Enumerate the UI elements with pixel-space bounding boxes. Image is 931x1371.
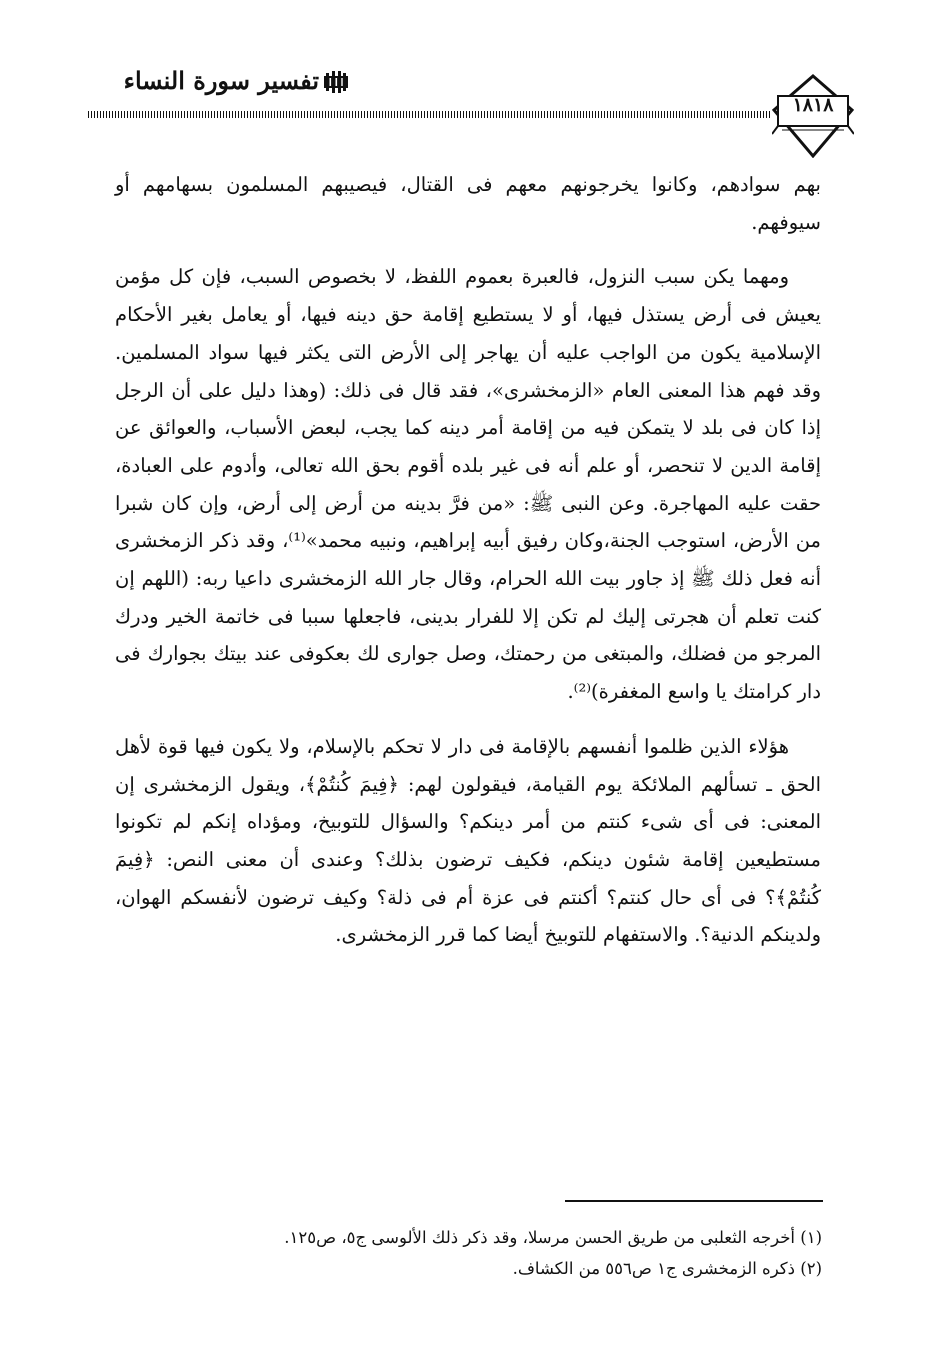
paragraph [115,258,821,710]
footnote: (١) أخرجه الثعلبى من طريق الحسن مرسلا، وقد ذكر ذلك الألوسى ج٥، ص١٢٥. [284,1228,822,1247]
page-number: ١٨١٨ [792,94,834,116]
footnote: (٢) ذكره الزمخشرى ج١ ص٥٥٦ من الكشاف. [512,1259,822,1278]
ornament-icon [323,71,349,93]
paragraph-text: هؤلاء الذين ظلموا أنفسهم بالإقامة فى دار لا تحكم بالإسلام، ولا يكون فيها قوة لأهل الحق ـ تسألهم الملائكة يوم القيامة، فيقولون لهم: ﴿فِيمَ كُنتُمْ﴾، ويقول الزمخشرى إن المعنى: فى أى شىء كنتم من أمر دينكم؟ والسؤال للتوبيخ، ومؤداه إنكم لم تكونوا مستطيعين إقامة شئون دينكم، فكيف ترضون بذلك؟ وعندى أن معنى النص: ﴿فِيمَ كُنتُمْ﴾؟ فى أى حال كنتم؟ أكنتم فى عزة أم فى ذلة؟ وكيف ترضون لأنفسكم الهوان، ولدينكم الدنية؟. والاستفهام للتوبيخ أيضا كما قرر الزمخشرى. [115,734,821,947]
page-number-badge-icon [772,74,854,158]
paragraph: بهم سوادهم، وكانوا يخرجونهم معهم فى القتال، فيصيبهم المسلمون بسهامهم أو سيوفهم. [115,173,821,234]
header-rule [88,111,772,118]
footnote-separator [565,1200,823,1202]
paragraph [115,728,821,954]
body-text [115,166,821,954]
running-title: تفسير سورة النساء [123,66,319,95]
paragraph-text: ومهما يكن سبب النزول، فالعبرة بعموم اللفظ، لا بخصوص السبب، فإن كل مؤمن يعيش فى أرض يستذل فيها، أو لا يستطيع إقامة حق دينه فيها، أو يعامل بغير الأحكام الإسلامية يكون من الواجب عليه أن يهاجر إلى الأرض التى يكثر فيها سواد المسلمين. وقد فهم هذا المعنى العام «الزمخشرى»، فقد قال فى ذلك: (وهذا دليل على أن الرجل إذا كان فى بلد لا يتمكن فيه من إقامة أمر دينه كما يجب، لبعض الأسباب، والعوائق عن إقامة الدين لا تنحصر، أو علم أنه فى غير بلده أقوم بحق الله تعالى، وأدوم على العبادة، حقت عليه المهاجرة. وعن النبى ﷺ: «من فرَّ بدينه من أرض إلى أرض، وإن كان شبرا من الأرض، استوجب الجنة،وكان رفيق أبيه إبراهيم، ونبيه محمد»⁽¹⁾، وقد ذكر الزمخشرى أنه فعل ذلك ﷺ إذ جاور بيت الله الحرام، وقال جار الله الزمخشرى داعيا ربه: (اللهم إن كنت تعلم أن هجرتى إليك لم تكن إلا للفرار بدينى، فاجعلها سببا فى خاتمة الخير ودرك المرجو من فضلك، والمبتغى من رحمتك، وصل جوارى لك بعكوفى عند بيتك بجوارك فى دار كرامتك يا واسع المغفرة)⁽²⁾. [115,265,821,704]
footnotes [180,1222,822,1284]
